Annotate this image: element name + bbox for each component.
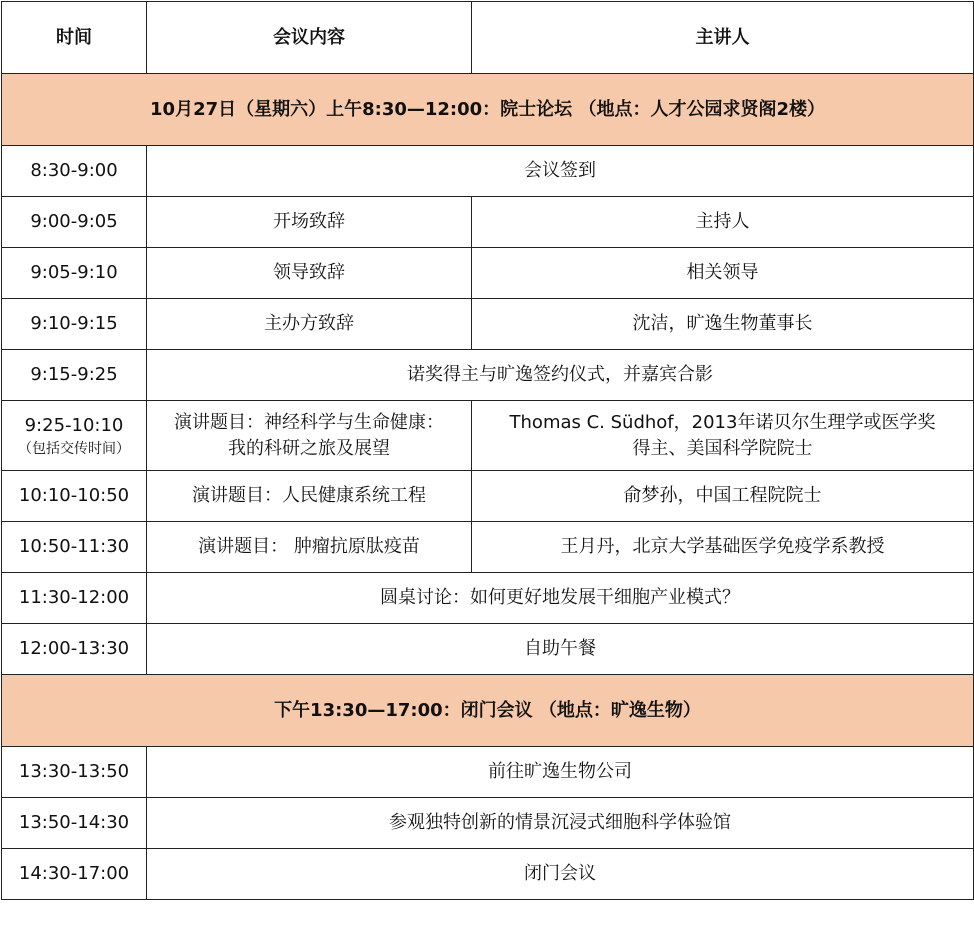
table-row: [2, 624, 974, 675]
speaker-line: 得主、美国科学院院士: [632, 437, 813, 459]
table-row: [2, 146, 974, 197]
speaker-cell: 主持人: [472, 197, 974, 248]
table-row: [2, 747, 974, 798]
time-cell: 9:10-9:15: [2, 299, 147, 350]
table-row: [2, 350, 974, 401]
speaker-cell: 相关领导: [472, 248, 974, 299]
content-cell: 开场致辞: [147, 197, 472, 248]
time-cell: 8:30-9:00: [2, 146, 147, 197]
merged-cell: 诺奖得主与旷逸签约仪式，并嘉宾合影: [147, 350, 974, 401]
merged-cell: 会议签到: [147, 146, 974, 197]
table-row: [2, 522, 974, 573]
time-cell: 12:00-13:30: [2, 624, 147, 675]
merged-cell: 闭门会议: [147, 849, 974, 900]
merged-cell: 参观独特创新的情景沉浸式细胞科学体验馆: [147, 798, 974, 849]
content-cell: 领导致辞: [147, 248, 472, 299]
agenda-table: [1, 1, 974, 900]
time-cell: 10:50-11:30: [2, 522, 147, 573]
content-line: 我的科研之旅及展望: [228, 437, 390, 459]
table-row: [2, 401, 974, 471]
speaker-cell: 沈洁，旷逸生物董事长: [472, 299, 974, 350]
time-text: 9:25-10:10: [24, 414, 124, 436]
table-row: [2, 197, 974, 248]
time-cell: 10:10-10:50: [2, 471, 147, 522]
speaker-cell: 俞梦孙，中国工程院院士: [472, 471, 974, 522]
time-cell: 9:05-9:10: [2, 248, 147, 299]
table-row: [2, 849, 974, 900]
content-cell: [147, 401, 472, 471]
speaker-cell: [472, 401, 974, 471]
content-line: 演讲题目：神经科学与生命健康：: [174, 411, 444, 433]
section-row-morning: [2, 74, 974, 146]
time-cell: 9:15-9:25: [2, 350, 147, 401]
section-row-afternoon: [2, 675, 974, 747]
content-cell: 演讲题目：人民健康系统工程: [147, 471, 472, 522]
table-row: [2, 248, 974, 299]
header-content: 会议内容: [147, 2, 472, 74]
table-row: [2, 573, 974, 624]
merged-cell: 前往旷逸生物公司: [147, 747, 974, 798]
merged-cell: 自助午餐: [147, 624, 974, 675]
time-cell: 13:50-14:30: [2, 798, 147, 849]
content-cell: 演讲题目： 肿瘤抗原肽疫苗: [147, 522, 472, 573]
header-time: 时间: [2, 2, 147, 74]
time-note: （包括交传时间）: [18, 440, 130, 457]
speaker-cell: 王月丹，北京大学基础医学免疫学系教授: [472, 522, 974, 573]
table-row: [2, 471, 974, 522]
time-cell: 11:30-12:00: [2, 573, 147, 624]
merged-cell: 圆桌讨论：如何更好地发展干细胞产业模式？: [147, 573, 974, 624]
section-title: 下午13:30—17:00：闭门会议 （地点：旷逸生物）: [2, 675, 974, 747]
section-title: 10月27日（星期六）上午8:30—12:00：院士论坛 （地点：人才公园求贤阁2楼）: [2, 74, 974, 146]
time-cell: [2, 401, 147, 471]
time-cell: 9:00-9:05: [2, 197, 147, 248]
header-speaker: 主讲人: [472, 2, 974, 74]
table-row: [2, 299, 974, 350]
table-row: [2, 798, 974, 849]
speaker-line: Thomas C. Südhof，2013年诺贝尔生理学或医学奖: [509, 411, 936, 433]
time-cell: 13:30-13:50: [2, 747, 147, 798]
time-cell: 14:30-17:00: [2, 849, 147, 900]
header-row: [2, 2, 974, 74]
content-cell: 主办方致辞: [147, 299, 472, 350]
